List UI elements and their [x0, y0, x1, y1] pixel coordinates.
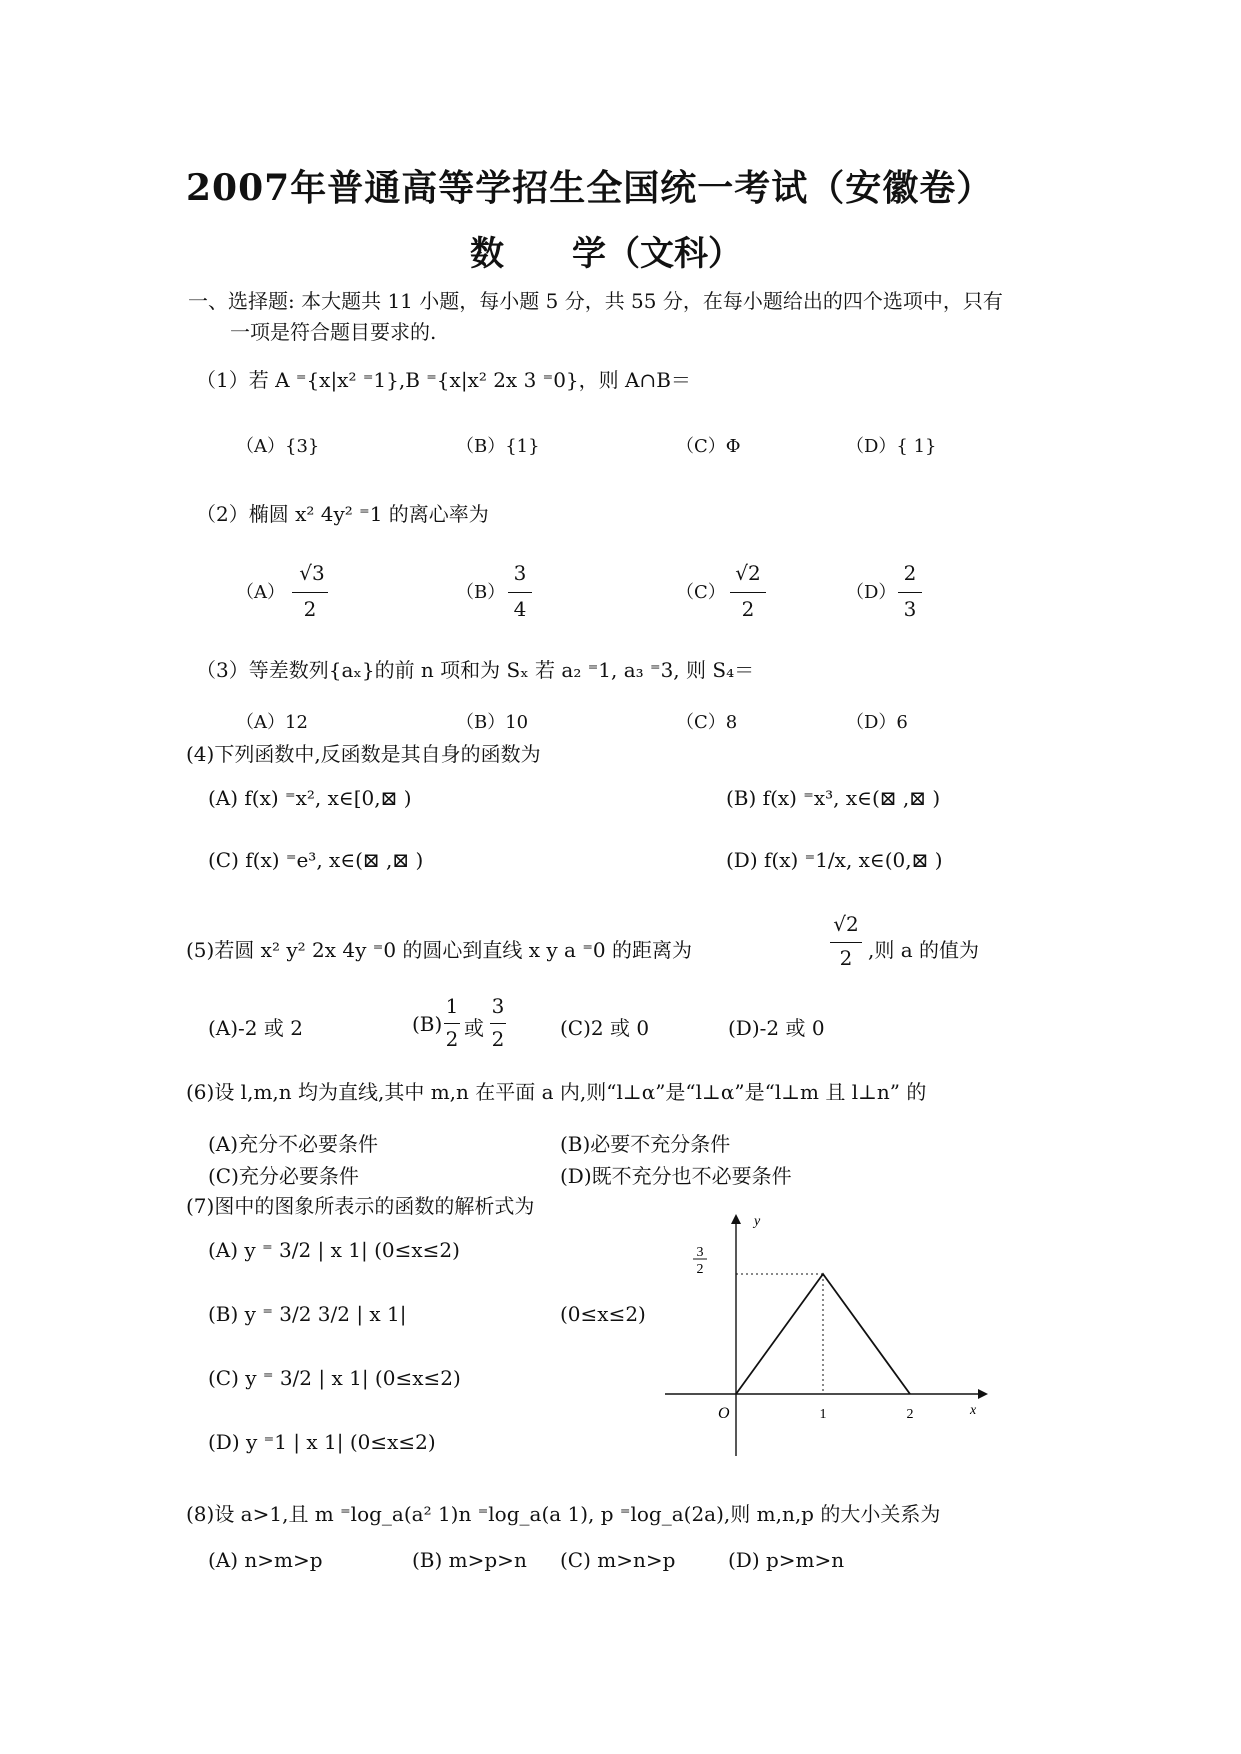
q1-option-b: （B）{1}	[456, 436, 540, 457]
q7-option-b: (B) y ⁼ 3/2 3/2 | x 1|	[208, 1302, 407, 1326]
q6-option-a: (A)充分不必要条件	[208, 1132, 379, 1156]
q6-stem: (6)设 l,m,n 均为直线,其中 m,n 在平面 a 内,则“l⊥α”是“l⊥α”是“l⊥m 且 l⊥n” 的	[186, 1080, 927, 1104]
q2-option-b-numerator: 3	[513, 561, 527, 585]
q8-option-c: (C) m>n>p	[560, 1548, 676, 1572]
q1-option-c: （C）Φ	[676, 436, 741, 457]
q1-option-d: （D）{ 1}	[846, 436, 937, 457]
q2-option-a-fraction-bar	[292, 592, 328, 593]
q5-option-d: (D)-2 或 0	[728, 1016, 825, 1040]
q3-option-b: （B）10	[456, 712, 529, 733]
q5-distance-fraction-bar	[830, 942, 862, 943]
origin-label: O	[718, 1405, 730, 1422]
q4-stem: (4)下列函数中,反函数是其自身的函数为	[186, 742, 541, 766]
q8-stem: (8)设 a>1,且 m ⁼log_a(a² 1)n ⁼log_a(a 1), p ⁼log_a(2a),则 m,n,p 的大小关系为	[186, 1502, 941, 1526]
exam-title: 2007年普通高等学招生全国统一考试（安徽卷）	[186, 167, 994, 209]
q5-option-b-or: 或	[464, 1016, 484, 1040]
q5-stem-right: ,则 a 的值为	[868, 938, 979, 962]
q8-option-a: (A) n>m>p	[208, 1548, 323, 1572]
q2-option-c-label: （C）	[676, 582, 726, 603]
q2-option-a-label: （A）	[236, 582, 285, 603]
y-tick-denominator: 2	[696, 1262, 704, 1277]
q5-option-b-frac1-denominator: 2	[445, 1027, 459, 1051]
q7-option-b-range: (0≤x≤2)	[560, 1302, 646, 1326]
q3-stem: （3）等差数列{aₓ}的前 n 项和为 Sₓ 若 a₂ ⁼1, a₃ ⁼3, 则 S₄＝	[196, 658, 755, 682]
y-axis-label: y	[754, 1214, 761, 1229]
q3-option-d: （D）6	[846, 712, 908, 733]
q5-option-b-frac2-numerator: 3	[491, 994, 505, 1018]
q5-option-b-frac2-denominator: 2	[491, 1027, 505, 1051]
q2-option-c-denominator: 2	[741, 597, 755, 621]
q7-function-graph	[660, 1210, 990, 1460]
q5-stem-left: (5)若圆 x² y² 2x 4y ⁼0 的圆心到直线 x y a ⁼0 的距离为	[186, 938, 692, 962]
q6-option-d: (D)既不充分也不必要条件	[560, 1164, 792, 1188]
q4-option-a: (A) f(x) ⁼x², x∈[0,⊠ )	[208, 786, 412, 810]
q5-option-c: (C)2 或 0	[560, 1016, 650, 1040]
q5-option-b-frac2-bar	[490, 1023, 506, 1024]
q1-option-a: （A）{3}	[236, 436, 320, 457]
q5-distance-denominator: 2	[839, 946, 853, 970]
q2-option-b-label: （B）	[456, 582, 506, 603]
graph-axes	[665, 1214, 988, 1456]
q2-option-b-denominator: 4	[513, 597, 527, 621]
q5-option-b-frac1-bar	[444, 1023, 460, 1024]
q3-option-c: （C）8	[676, 712, 738, 733]
q2-option-d-numerator: 2	[903, 561, 917, 585]
q2-option-a-denominator: 2	[303, 597, 317, 621]
q5-option-a: (A)-2 或 2	[208, 1016, 303, 1040]
exam-subtitle: 数 学（文科）	[470, 234, 742, 274]
q7-option-d: (D) y ⁼1 | x 1| (0≤x≤2)	[208, 1430, 436, 1454]
x-tick-label-1: 1	[819, 1407, 827, 1422]
q2-option-c-fraction-bar	[730, 592, 766, 593]
x-axis-label: x	[970, 1403, 977, 1418]
x-tick-label-2: 2	[906, 1407, 914, 1422]
q8-option-b: (B) m>p>n	[412, 1548, 527, 1572]
q7-option-a: (A) y ⁼ 3/2 | x 1| (0≤x≤2)	[208, 1238, 460, 1262]
graph-plot	[736, 1274, 914, 1422]
q2-option-b-fraction-bar	[508, 592, 532, 593]
q5-distance-numerator: √2	[833, 912, 859, 936]
q4-option-b: (B) f(x) ⁼x³, x∈(⊠ ,⊠ )	[726, 786, 941, 810]
y-tick-numerator: 3	[696, 1245, 704, 1260]
q2-option-a-numerator: √3	[299, 561, 325, 585]
q2-option-d-denominator: 3	[903, 597, 917, 621]
q3-option-a: （A）12	[236, 712, 308, 733]
q2-option-c-numerator: √2	[735, 561, 761, 585]
y-axis-arrow-icon	[731, 1214, 741, 1224]
q4-option-c: (C) f(x) ⁼e³, x∈(⊠ ,⊠ )	[208, 848, 424, 872]
q2-option-d-fraction-bar	[898, 592, 922, 593]
q7-option-c: (C) y ⁼ 3/2 | x 1| (0≤x≤2)	[208, 1366, 461, 1390]
q1-stem: （1）若 A ⁼{x|x² ⁼1},B ⁼{x|x² 2x 3 ⁼0}，则 A∩B＝	[196, 368, 691, 392]
x-axis-arrow-icon	[978, 1389, 988, 1399]
q5-option-b-frac1-numerator: 1	[445, 994, 459, 1018]
q2-option-d-label: （D）	[846, 582, 897, 603]
q7-stem: (7)图中的图象所表示的函数的解析式为	[186, 1194, 535, 1218]
q4-option-d: (D) f(x) ⁼1/x, x∈(0,⊠ )	[726, 848, 943, 872]
section-intro-line2: 一项是符合题目要求的.	[230, 320, 437, 344]
q8-option-d: (D) p>m>n	[728, 1548, 845, 1572]
section-intro-line1: 一、选择题: 本大题共 11 小题，每小题 5 分，共 55 分，在每小题给出的四个选项中，只有	[188, 289, 1003, 313]
q2-stem: （2）椭圆 x² 4y² ⁼1 的离心率为	[196, 502, 489, 526]
q5-option-b-label: (B)	[412, 1012, 443, 1036]
q6-option-c: (C)充分必要条件	[208, 1164, 359, 1188]
q6-option-b: (B)必要不充分条件	[560, 1132, 731, 1156]
